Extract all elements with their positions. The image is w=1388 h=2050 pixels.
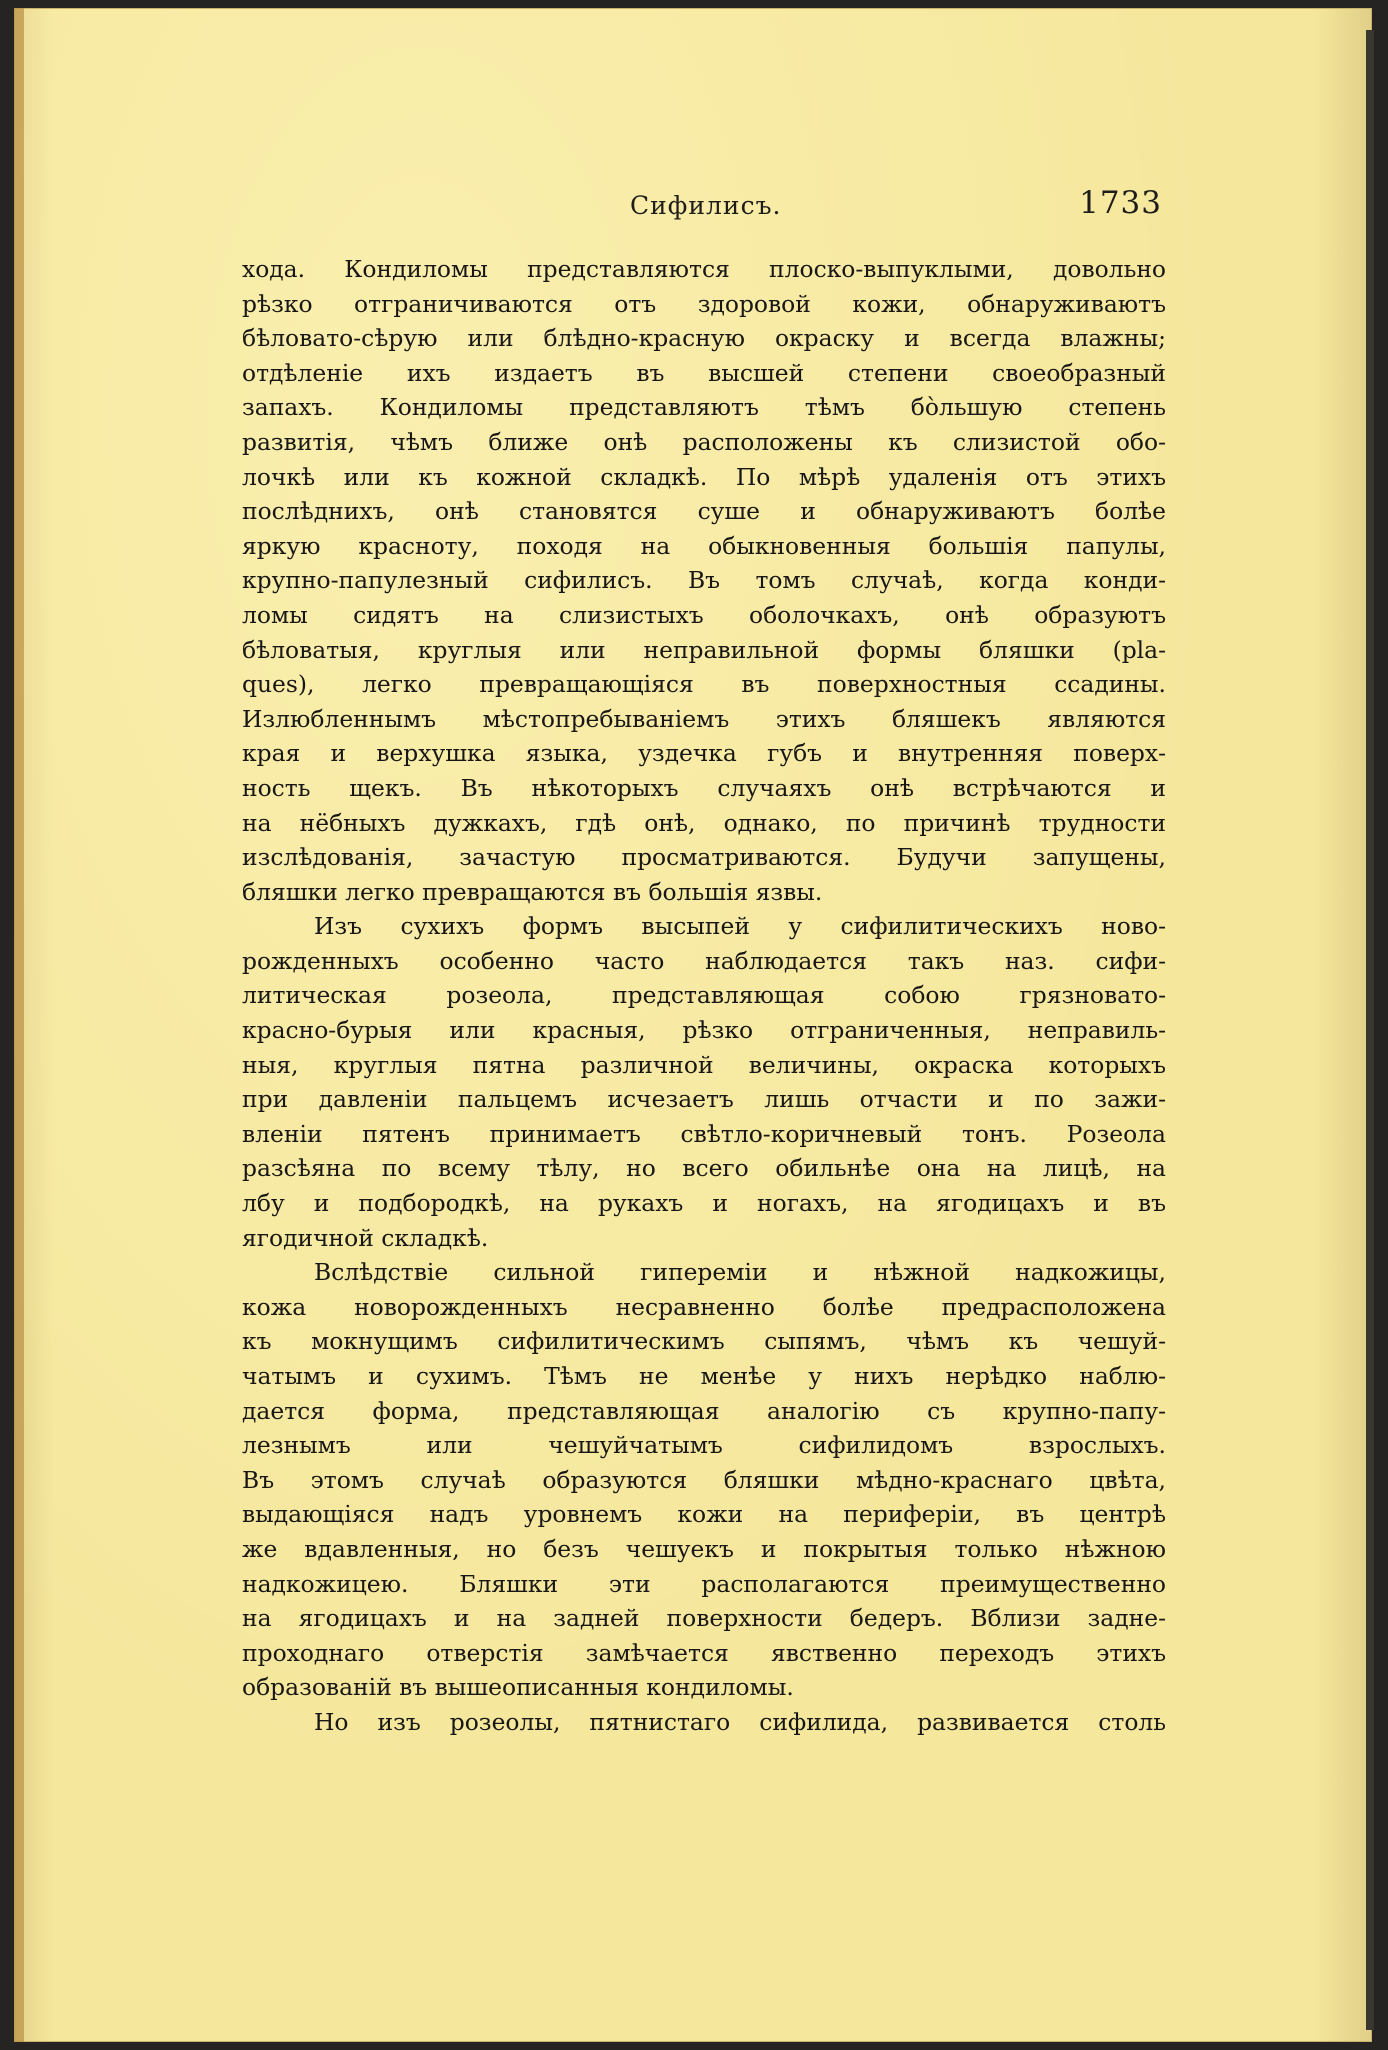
text-line: литическая розеола, представляющая собою грязновато- [242,981,1166,1010]
text-line: проходнаго отверстія замѣчается явственно переходъ этихъ [242,1638,1166,1667]
text-line: послѣднихъ, онѣ становятся суше и обнаруживаютъ болѣе [242,497,1166,526]
text-line: рожденныхъ особенно часто наблюдается такъ наз. сифи- [242,946,1166,975]
text-line: Но изъ розеолы, пятнистаго сифилида, развивается столь [314,1707,1166,1736]
text-line: надкожицею. Бляшки эти располагаются преимущественно [242,1569,1166,1598]
text-line: кожа новорожденныхъ несравненно болѣе предрасположена [242,1292,1166,1321]
text-line: красно-бурыя или красныя, рѣзко отграниченныя, неправиль- [242,1016,1166,1045]
text-line: на ягодицахъ и на задней поверхности бедеръ. Вблизи задне- [242,1604,1166,1633]
text-line: крупно-папулезный сифилисъ. Въ томъ случаѣ, когда конди- [242,566,1166,595]
text-line: на нёбныхъ дужкахъ, гдѣ онѣ, однако, по причинѣ трудности [242,808,1166,837]
text-line: Изъ сухихъ формъ высыпей у сифилитическихъ ново- [314,912,1166,941]
text-line: чатымъ и сухимъ. Тѣмъ не менѣе у нихъ нерѣдко наблю- [242,1362,1166,1390]
text-line: Въ этомъ случаѣ образуются бляшки мѣдно-краснаго цвѣта, [242,1465,1166,1494]
text-line: бѣловато-сѣрую или блѣдно-красную окраску и всегда влажны; [242,324,1166,353]
text-line: выдающіяся надъ уровнемъ кожи на периферіи, въ центрѣ [242,1500,1166,1529]
text-line: дается форма, представляющая аналогію съ крупно-папу- [242,1396,1166,1425]
text-line: разсѣяна по всему тѣлу, но всего обильнѣе она на лицѣ, на [242,1154,1166,1183]
text-line: хода. Кондиломы представляются плоско-выпуклыми, довольно [242,255,1166,283]
page-binding-edge [14,8,24,2042]
text-line: бѣловатыя, круглыя или неправильной формы бляшки (pla- [242,635,1166,664]
text-line: лезнымъ или чешуйчатымъ сифилидомъ взрослыхъ. [242,1431,1166,1460]
running-title: Сифилисъ. [630,191,782,220]
text-line: вленіи пятенъ принимаетъ свѣтло-коричневый тонъ. Розеола [242,1119,1166,1148]
text-line: ность щекъ. Въ нѣкоторыхъ случаяхъ онѣ встрѣчаются и [242,773,1166,802]
text-line: ломы сидятъ на слизистыхъ оболочкахъ, онѣ образуютъ [242,600,1166,629]
text-line: развитія, чѣмъ ближе онѣ расположены къ слизистой обо- [242,427,1166,456]
text-line: рѣзко отграничиваются отъ здоровой кожи, обнаруживаютъ [242,289,1166,318]
page-header [242,185,1162,225]
page-right-edge [1366,30,1374,2030]
text-line: бляшки легко превращаются въ большія язвы. [242,877,823,906]
text-line: лбу и подбородкѣ, на рукахъ и ногахъ, на ягодицахъ и въ [242,1189,1166,1218]
text-line: же вдавленныя, но безъ чешуекъ и покрытыя только нѣжною [242,1534,1166,1563]
body-text [242,252,1166,1740]
text-line: къ мокнущимъ сифилитическимъ сыпямъ, чѣмъ къ чешуй- [242,1327,1166,1356]
text-line: края и верхушка языка, уздечка губъ и внутренняя поверх- [242,739,1166,768]
text-line: изслѣдованія, зачастую просматриваются. Будучи запущены, [242,843,1166,872]
text-line: яркую красноту, походя на обыкновенныя большія папулы, [242,531,1166,560]
text-line: Излюбленнымъ мѣстопребываніемъ этихъ бляшекъ являются [242,704,1166,733]
page-number: 1733 [1079,185,1162,221]
text-line: ныя, круглыя пятна различной величины, окраска которыхъ [242,1050,1166,1079]
text-line: Вслѣдствіе сильной гипереміи и нѣжной надкожицы, [314,1258,1166,1287]
text-line: ягодичной складкѣ. [242,1223,489,1252]
text-line: отдѣленіе ихъ издаетъ въ высшей степени своеобразный [242,358,1166,387]
text-line: запахъ. Кондиломы представляютъ тѣмъ бо̀льшую степень [242,393,1166,422]
text-line: ques), легко превращающіяся въ поверхностныя ссадины. [242,670,1166,699]
text-line: образованій въ вышеописанныя кондиломы. [242,1673,794,1702]
text-line: лочкѣ или къ кожной складкѣ. По мѣрѣ удаленія отъ этихъ [242,462,1166,491]
text-line: при давленіи пальцемъ исчезаетъ лишь отчасти и по зажи- [242,1085,1166,1114]
